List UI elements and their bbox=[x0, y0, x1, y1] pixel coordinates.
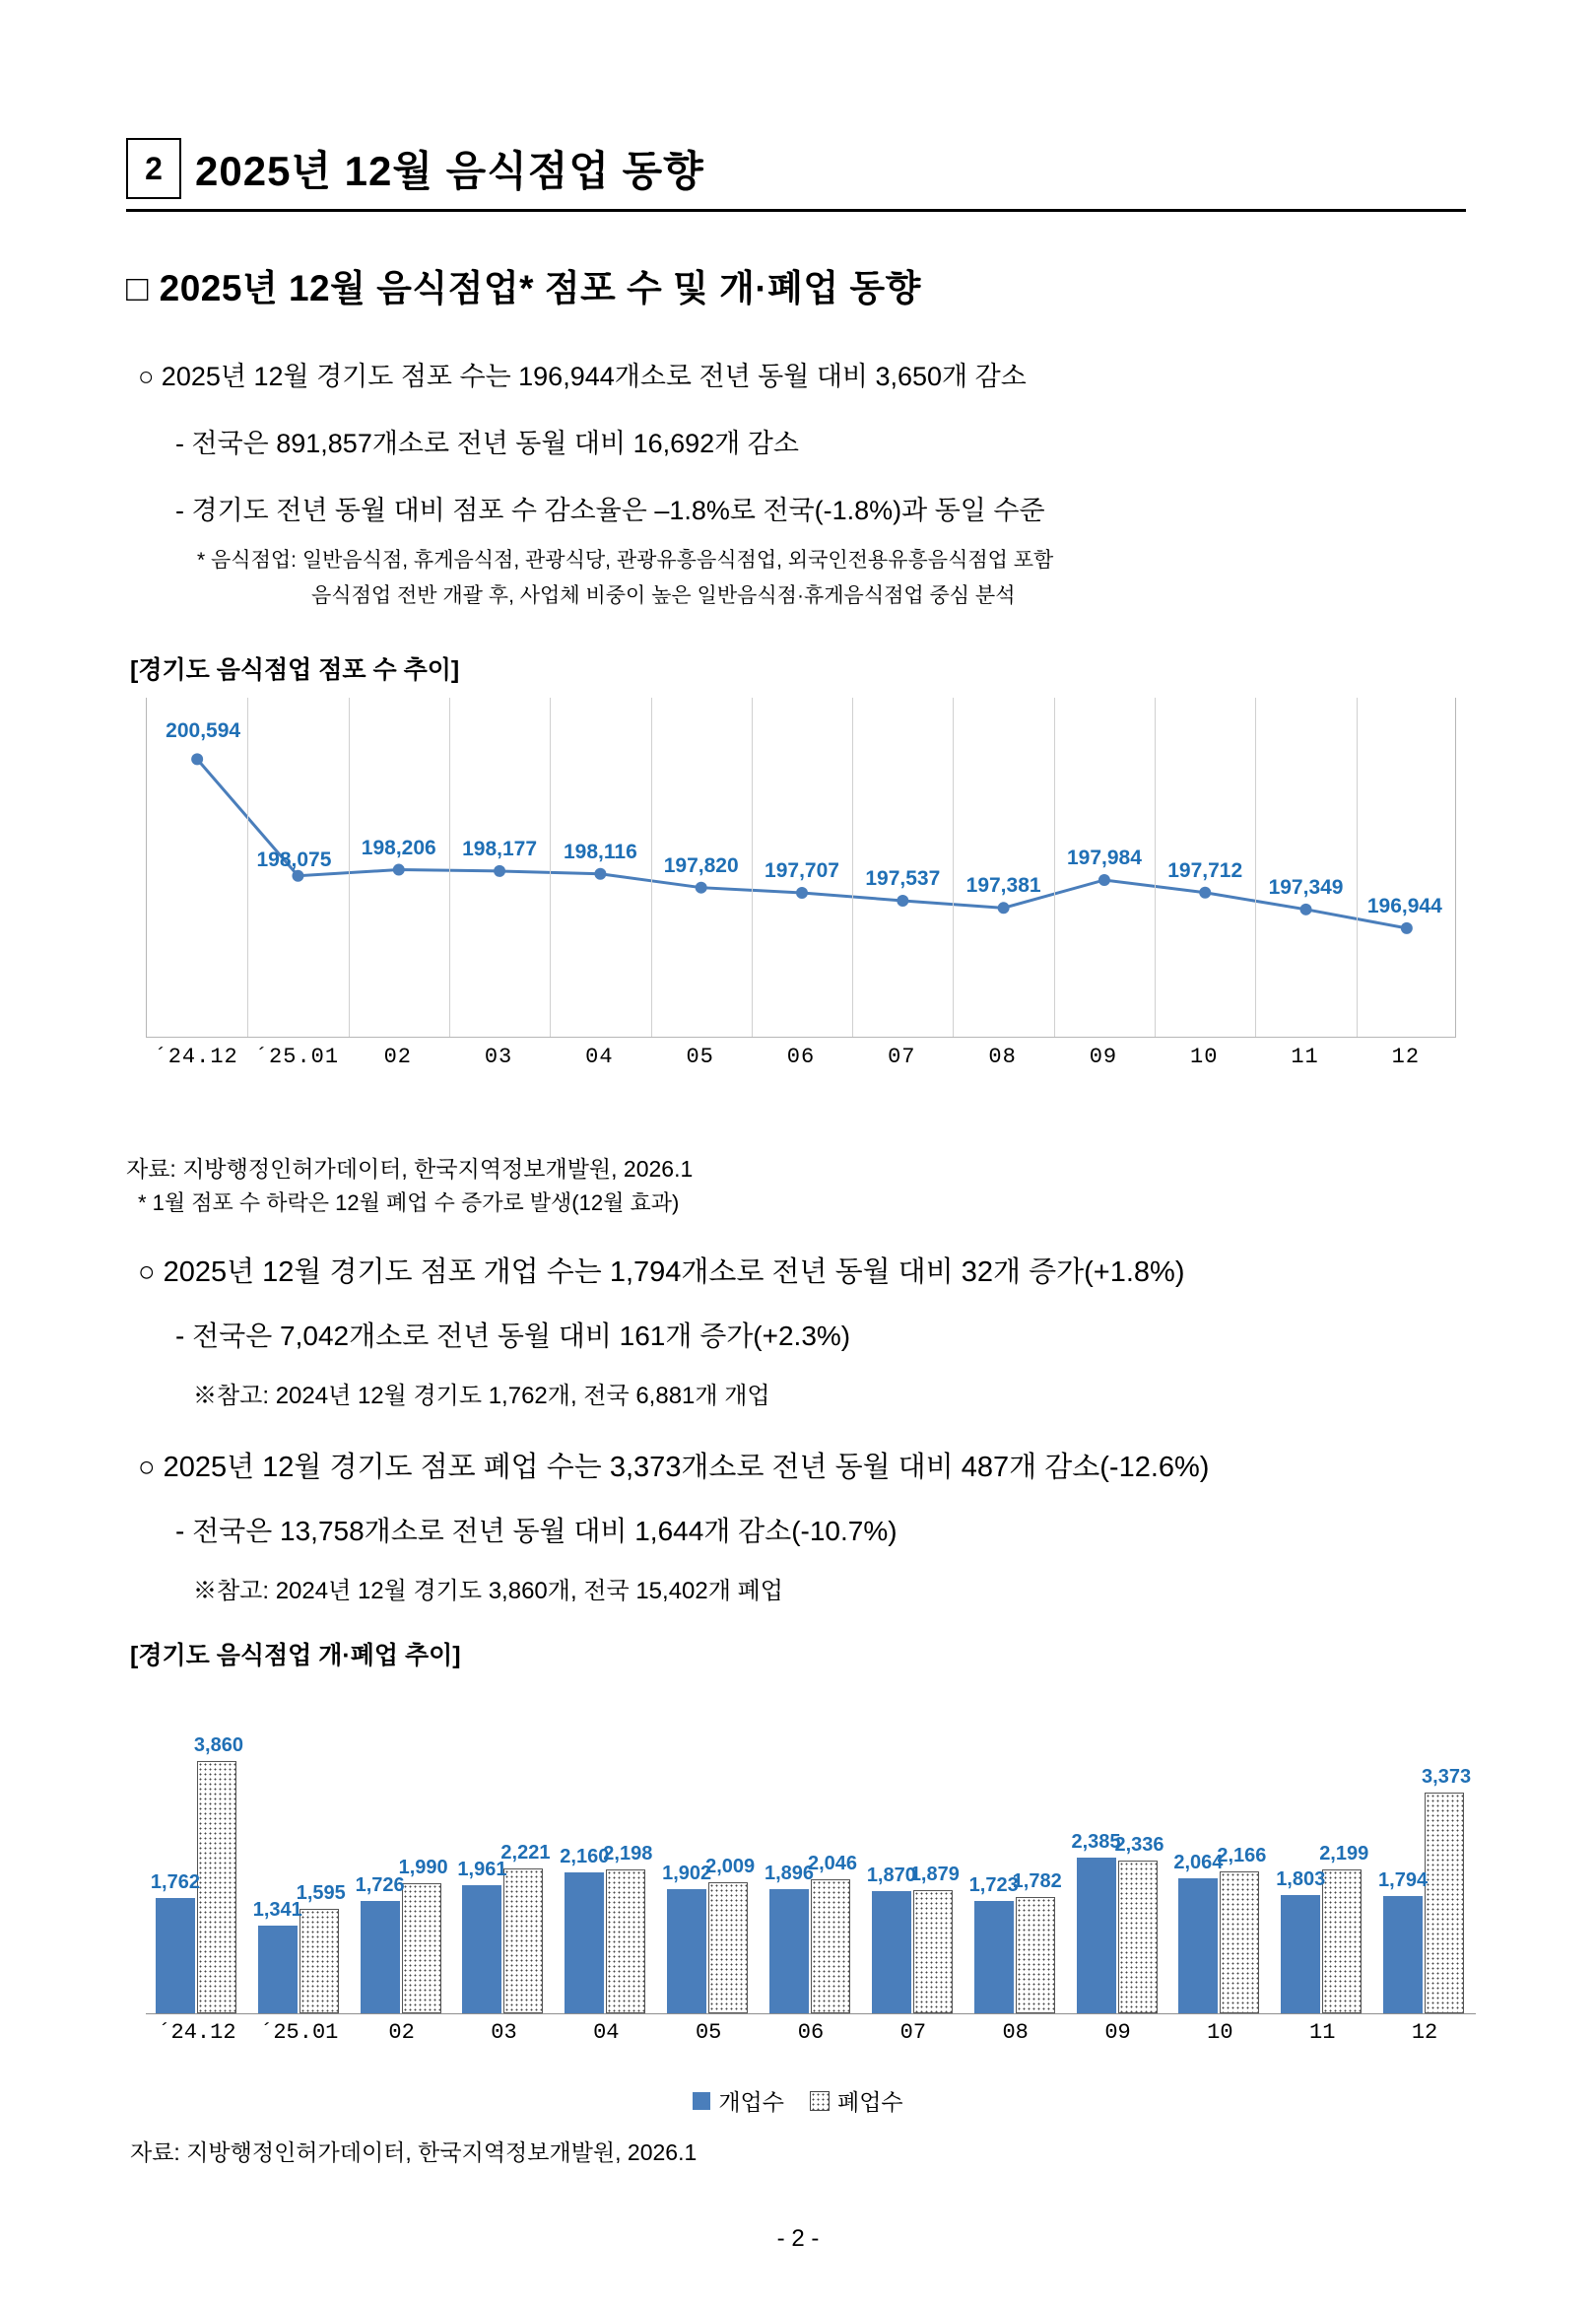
chart2-bar-open bbox=[974, 1901, 1014, 2013]
chart2-label-open: 1,726 bbox=[355, 1873, 405, 1896]
chart2-bar-open bbox=[1178, 1878, 1218, 2013]
chart1-x-tick: 08 bbox=[988, 1045, 1017, 1069]
chart1-data-label: 198,116 bbox=[563, 840, 637, 863]
chart2-bar-open bbox=[258, 1926, 298, 2013]
chart1-x-tick: 09 bbox=[1089, 1045, 1118, 1069]
chart2-x-tick: ´24.12 bbox=[158, 2020, 236, 2045]
chart2-label-close: 1,990 bbox=[398, 1856, 448, 1878]
chart2-bar-close bbox=[1016, 1897, 1055, 2013]
chart1-x-tick: 06 bbox=[786, 1045, 816, 1069]
chart1-gridline bbox=[1054, 698, 1055, 1037]
chart2-bar-open bbox=[769, 1889, 809, 2013]
chart2-bar-open bbox=[667, 1889, 706, 2013]
chart2-label-close: 2,221 bbox=[500, 1841, 551, 1864]
chart2-label-open: 1,762 bbox=[150, 1871, 200, 1894]
chart1-data-label: 197,381 bbox=[965, 874, 1041, 898]
chart2-title: [경기도 음식점업 개·폐업 추이] bbox=[130, 1642, 461, 1669]
section-header bbox=[126, 138, 1466, 212]
chart1-x-tick: ´25.01 bbox=[254, 1045, 340, 1069]
chart2-x-tick: 08 bbox=[1002, 2020, 1029, 2045]
chart1-x-axis bbox=[146, 1045, 1456, 1084]
chart2-bar-group bbox=[872, 1689, 955, 2013]
chart2-source: 자료: 지방행정인허가데이터, 한국지역정보개발원, 2026.1 bbox=[130, 2139, 698, 2165]
chart2-x-tick: 03 bbox=[491, 2020, 517, 2045]
chart1-gridline bbox=[247, 698, 248, 1037]
chart2-bar-open bbox=[1077, 1858, 1116, 2013]
chart2-label-open: 1,794 bbox=[1378, 1868, 1429, 1891]
chart2-x-tick: 06 bbox=[797, 2020, 825, 2045]
chart2-bar-close bbox=[811, 1879, 850, 2013]
chart1-source: 자료: 지방행정인허가데이터, 한국지역정보개발원, 2026.1 bbox=[126, 1156, 694, 1182]
bullet-close-total: ○ 2025년 12월 경기도 점포 폐업 수는 3,373개소로 전년 동월 대비 487개 감소(-12.6%) bbox=[138, 1452, 1210, 1483]
chart1-x-tick: 05 bbox=[686, 1045, 714, 1069]
bullet-line-1: ○ 2025년 12월 경기도 점포 수는 196,944개소로 전년 동월 대비 3,650개 감소 bbox=[138, 362, 1027, 391]
chart1-data-label: 198,206 bbox=[361, 836, 436, 859]
chart1-gridline bbox=[550, 698, 551, 1037]
chart2-label-open: 2,064 bbox=[1173, 1852, 1224, 1874]
chart2-label-open: 1,902 bbox=[662, 1862, 712, 1884]
chart2-x-tick: 09 bbox=[1104, 2020, 1131, 2045]
chart2-bar-close bbox=[197, 1761, 236, 2013]
legend-item-open bbox=[693, 2084, 784, 2117]
bullet-close-ref: ※참고: 2024년 12월 경기도 3,860개, 전국 15,402개 폐업 bbox=[193, 1578, 783, 1604]
sub-title: □ 2025년 12월 음식점업* 점포 수 및 개·폐업 동향 bbox=[126, 268, 921, 308]
chart2-label-close: 1,595 bbox=[296, 1882, 346, 1905]
chart1 bbox=[146, 698, 1456, 1092]
chart1-data-label: 200,594 bbox=[166, 719, 241, 743]
chart2-label-close: 2,198 bbox=[603, 1843, 653, 1865]
chart2-bar-open bbox=[1281, 1895, 1320, 2013]
bullet-open-total: ○ 2025년 12월 경기도 점포 개업 수는 1,794개소로 전년 동월 대비 32개 증가(+1.8%) bbox=[138, 1256, 1185, 1288]
chart2-label-open: 1,723 bbox=[968, 1873, 1019, 1896]
chart2-bar-close bbox=[1118, 1861, 1158, 2013]
page-number: - 2 - bbox=[776, 2225, 820, 2252]
chart1-gridline bbox=[349, 698, 350, 1037]
chart2-label-open: 1,870 bbox=[866, 1864, 916, 1886]
chart2-x-tick: 02 bbox=[388, 2020, 415, 2045]
chart2-bar-close bbox=[1220, 1871, 1259, 2013]
chart1-data-label: 197,712 bbox=[1167, 858, 1243, 882]
chart2-x-tick: 12 bbox=[1411, 2020, 1438, 2045]
bullet-line-3: - 경기도 전년 동월 대비 점포 수 감소율은 –1.8%로 전국(-1.8%)과 동일 수준 bbox=[175, 496, 1045, 525]
chart1-data-label: 197,984 bbox=[1066, 846, 1142, 869]
chart1-data-label: 197,820 bbox=[663, 853, 739, 877]
chart1-gridline bbox=[1155, 698, 1156, 1037]
page-title: 2025년 12월 음식점업 동향 bbox=[195, 148, 704, 194]
chart1-x-tick: 11 bbox=[1291, 1045, 1319, 1069]
chart1-gridline bbox=[449, 698, 450, 1037]
bullet-open-ref: ※참고: 2024년 12월 경기도 1,762개, 전국 6,881개 개업 bbox=[193, 1383, 770, 1409]
chart1-x-tick: 02 bbox=[383, 1045, 412, 1069]
footnote-1: * 음식점업: 일반음식점, 휴게음식점, 관광식당, 관광유흥음식점업, 외국인전용유흥음식점업 포함 bbox=[197, 549, 1054, 572]
chart2-label-close: 1,782 bbox=[1012, 1869, 1062, 1892]
chart1-data-label: 197,349 bbox=[1268, 875, 1344, 899]
chart2-label-close: 3,860 bbox=[193, 1733, 243, 1756]
chart2-bar-group bbox=[667, 1689, 750, 2013]
chart2-label-open: 1,896 bbox=[764, 1863, 815, 1885]
chart2-bar-group bbox=[769, 1689, 852, 2013]
chart2-label-open: 1,961 bbox=[457, 1858, 507, 1880]
chart2-bar-close bbox=[606, 1869, 645, 2013]
chart2-label-close: 2,046 bbox=[807, 1853, 858, 1875]
chart1-data-label: 197,537 bbox=[865, 866, 941, 890]
chart2-legend bbox=[0, 2084, 1596, 2117]
chart1-plot-area bbox=[146, 698, 1456, 1038]
chart2-bar-group bbox=[1383, 1689, 1466, 2013]
chart2-x-tick: 05 bbox=[695, 2020, 722, 2045]
chart2-x-tick: 07 bbox=[899, 2020, 927, 2045]
chart1-gridline bbox=[651, 698, 652, 1037]
chart2-bar-group bbox=[361, 1689, 443, 2013]
chart2-label-open: 1,803 bbox=[1276, 1868, 1326, 1891]
legend-label-open: 개업수 bbox=[718, 2089, 784, 2115]
chart2-label-close: 3,373 bbox=[1422, 1766, 1472, 1789]
chart2-label-close: 2,199 bbox=[1319, 1843, 1369, 1865]
chart2-x-tick: 11 bbox=[1309, 2020, 1336, 2045]
chart2-bar-close bbox=[1322, 1869, 1362, 2013]
chart1-x-tick: 07 bbox=[888, 1045, 916, 1069]
chart2-bar-close bbox=[402, 1883, 441, 2013]
chart1-gridline bbox=[752, 698, 753, 1037]
chart2-bar-group bbox=[258, 1689, 341, 2013]
chart1-source-note: * 1월 점포 수 하락은 12월 폐업 수 증가로 발생(12월 효과) bbox=[138, 1190, 680, 1215]
chart2-label-close: 2,009 bbox=[705, 1855, 756, 1877]
bullet-line-2: - 전국은 891,857개소로 전년 동월 대비 16,692개 감소 bbox=[175, 429, 799, 458]
chart1-gridline bbox=[852, 698, 853, 1037]
chart2-bar-close bbox=[503, 1868, 543, 2013]
chart1-x-tick: 03 bbox=[484, 1045, 513, 1069]
chart1-x-tick: ´24.12 bbox=[154, 1045, 238, 1069]
chart1-x-tick: 12 bbox=[1391, 1045, 1421, 1069]
chart2-label-open: 2,160 bbox=[560, 1845, 610, 1867]
chart1-gridline bbox=[1255, 698, 1256, 1037]
footnote-2: 음식점업 전반 개괄 후, 사업체 비중이 높은 일반음식점·휴게음식점업 중심 분석 bbox=[311, 584, 1016, 607]
chart2-label-open: 1,341 bbox=[252, 1899, 302, 1922]
chart2-x-tick: ´25.01 bbox=[260, 2020, 339, 2045]
bullet-close-national: - 전국은 13,758개소로 전년 동월 대비 1,644개 감소(-10.7%) bbox=[175, 1516, 898, 1546]
chart2-bar-open bbox=[156, 1898, 195, 2013]
chart2-plot-area bbox=[146, 1689, 1476, 2014]
chart2-bar-open bbox=[872, 1891, 911, 2013]
chart2-x-tick: 04 bbox=[593, 2020, 620, 2045]
chart1-x-tick: 04 bbox=[585, 1045, 614, 1069]
chart1-x-tick: 10 bbox=[1190, 1045, 1219, 1069]
bullet-open-national: - 전국은 7,042개소로 전년 동월 대비 161개 증가(+2.3%) bbox=[175, 1321, 851, 1351]
chart2-bar-open bbox=[565, 1872, 604, 2013]
chart2-bar-close bbox=[299, 1909, 339, 2013]
legend-item-close bbox=[810, 2084, 903, 2117]
chart1-data-label: 196,944 bbox=[1366, 894, 1442, 917]
chart2-bar-close bbox=[1425, 1793, 1464, 2013]
chart2-label-close: 2,336 bbox=[1114, 1834, 1164, 1857]
chart1-gridline bbox=[953, 698, 954, 1037]
chart2-label-close: 1,879 bbox=[909, 1864, 960, 1886]
legend-swatch-close-icon bbox=[810, 2091, 830, 2111]
chart2-label-close: 2,166 bbox=[1217, 1845, 1267, 1867]
legend-label-close: 폐업수 bbox=[837, 2089, 903, 2115]
chart2-bar-open bbox=[361, 1901, 400, 2014]
chart2-bar-close bbox=[913, 1890, 953, 2013]
chart1-gridline bbox=[1357, 698, 1358, 1037]
chart2-x-tick: 10 bbox=[1207, 2020, 1233, 2045]
chart1-title: [경기도 음식점업 점포 수 추이] bbox=[130, 656, 460, 684]
legend-swatch-open-icon bbox=[693, 2092, 710, 2110]
chart2-x-axis bbox=[146, 2020, 1476, 2054]
chart2-bar-open bbox=[462, 1885, 501, 2013]
chart2 bbox=[146, 1689, 1476, 2054]
chart2-bar-close bbox=[708, 1882, 748, 2013]
chart1-data-label: 197,707 bbox=[765, 858, 839, 882]
section-number: 2 bbox=[126, 138, 181, 199]
chart2-bar-group bbox=[974, 1689, 1057, 2013]
chart1-data-label: 198,177 bbox=[462, 837, 538, 860]
chart2-bar-open bbox=[1383, 1896, 1423, 2013]
chart2-label-open: 2,385 bbox=[1071, 1830, 1121, 1853]
chart1-data-label: 198,075 bbox=[256, 848, 332, 871]
